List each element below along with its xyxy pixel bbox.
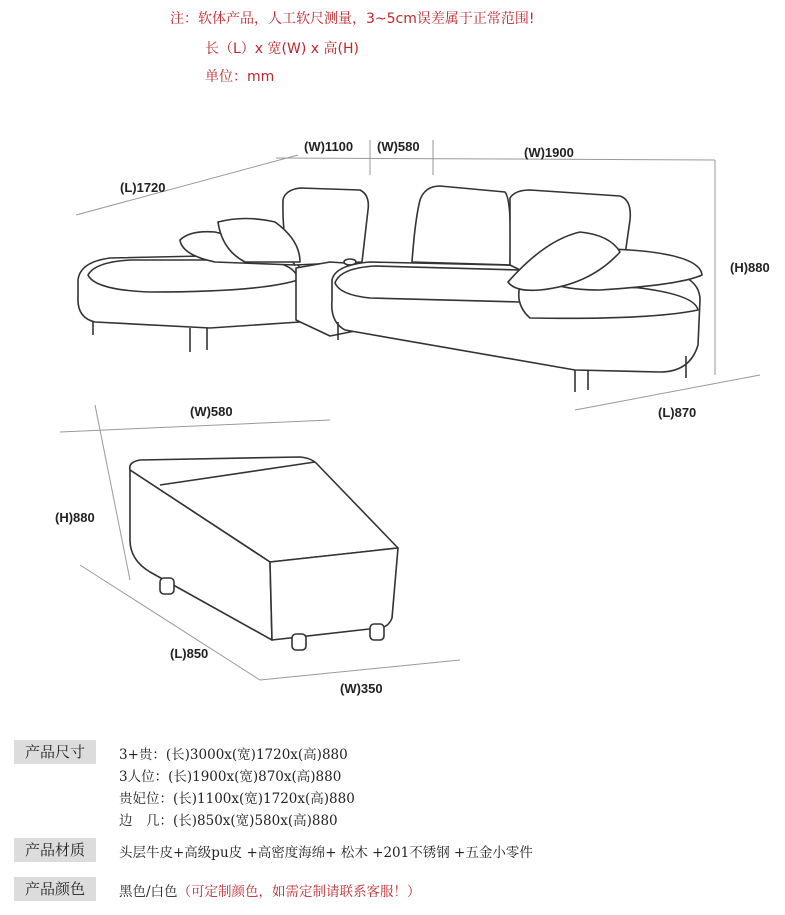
dim-line-w350 [260, 660, 460, 680]
chaise-cushion [88, 260, 298, 292]
spec-size-line: 边 几：(长)850x(宽)580x(高)880 [119, 813, 338, 829]
ottoman-leg [160, 578, 174, 594]
spec-size-line: 贵妃位：(长)1100x(宽)1720x(高)880 [119, 791, 355, 807]
note-dimension-order: 长（L）x 宽(W) x 高(H) [205, 41, 359, 57]
ottoman-dim-h880: (H)880 [55, 510, 95, 525]
spec-color-options: 黑色/白色 [119, 884, 178, 900]
spec-size-line: 3+贵：(长)3000x(宽)1720x(高)880 [119, 747, 348, 763]
spec-color-custom-note: （可定制颜色，如需定制请联系客服！） [177, 884, 421, 900]
dim-w1100: (W)1100 [304, 139, 354, 154]
note-tolerance: 注：软体产品，人工软尺测量，3~5cm误差属于正常范围! [170, 11, 535, 27]
spec-size-line: 3人位：(长)1900x(宽)870x(高)880 [119, 769, 342, 785]
dim-line-h880 [95, 405, 130, 580]
dim-line-l1720 [76, 155, 298, 215]
spec-label-size: 产品尺寸 [14, 740, 96, 764]
ottoman-dim-l850: (L)850 [170, 646, 209, 661]
dim-h880: (H)880 [730, 260, 770, 275]
spec-material-value: 头层牛皮+高级pu皮 +高密度海绵+ 松木 +201不锈钢 +五金小零件 [119, 845, 533, 861]
ottoman-leg [292, 634, 306, 650]
ottoman-dim-w350: (W)350 [340, 681, 383, 696]
backrest-left [412, 186, 510, 265]
sofa-drawing [78, 186, 702, 392]
spec-label-color: 产品颜色 [14, 877, 96, 901]
note-unit: 单位：mm [205, 69, 275, 85]
dim-w580: (W)580 [377, 139, 420, 154]
spec-color-value [119, 880, 421, 900]
dim-line-top-width [276, 158, 715, 160]
ottoman-leg [370, 624, 384, 640]
dim-l1720: (L)1720 [120, 180, 166, 195]
seat-cushion [335, 266, 528, 302]
dim-l870: (L)870 [658, 405, 697, 420]
spec-label-material: 产品材质 [14, 838, 96, 862]
ottoman-drawing [130, 457, 398, 650]
dim-w1900: (W)1900 [524, 145, 574, 160]
ottoman-dim-w580: (W)580 [190, 404, 233, 419]
